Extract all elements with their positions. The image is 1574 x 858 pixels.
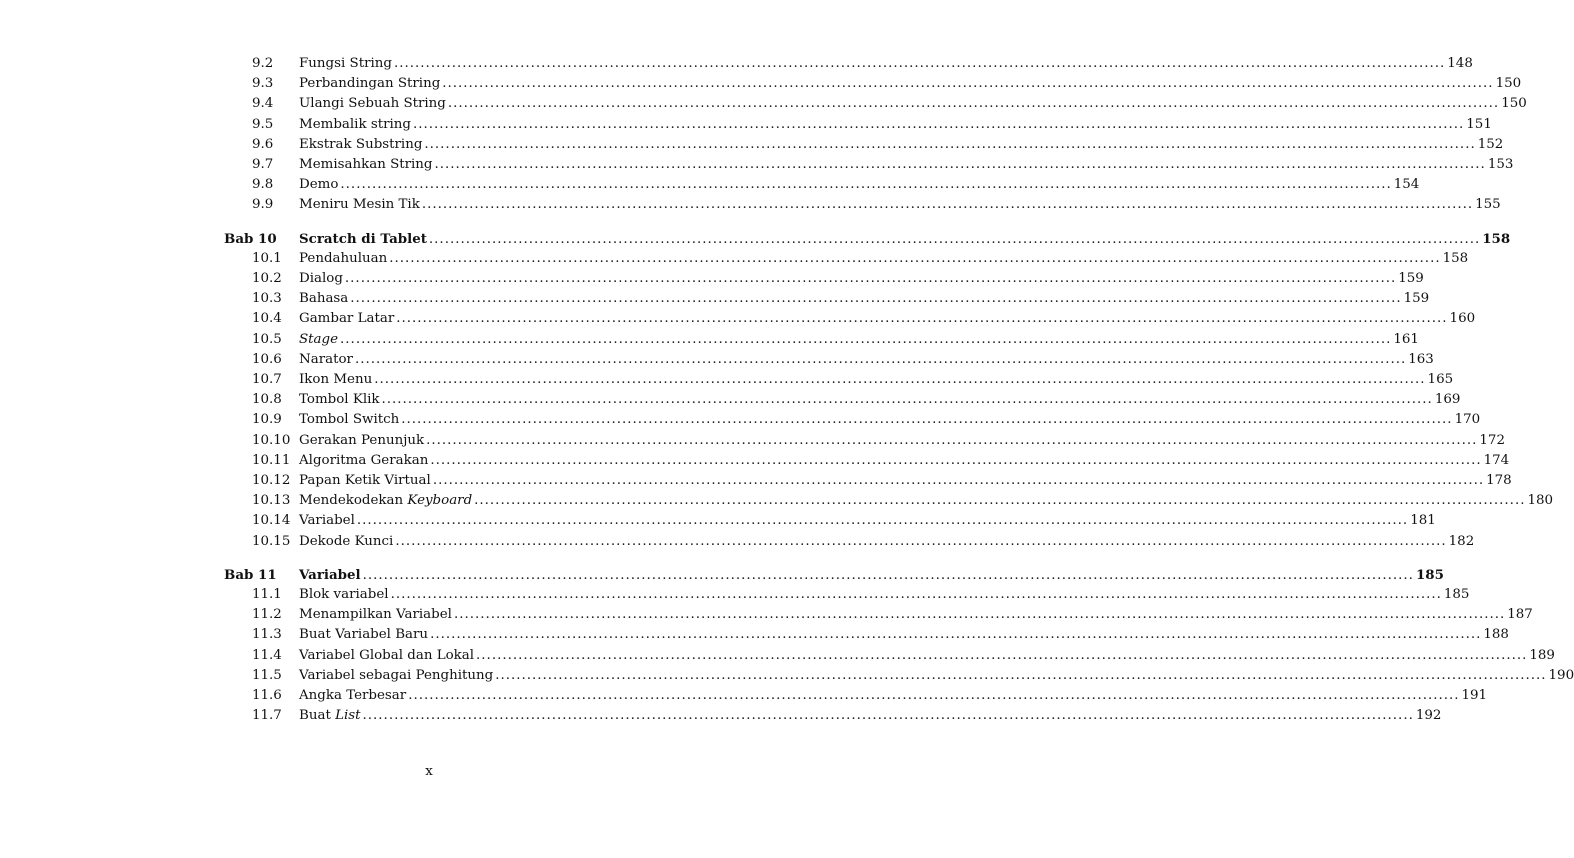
toc-entry-title bbox=[299, 175, 340, 195]
toc-entry-row bbox=[0, 605, 1533, 625]
toc-entry-title bbox=[299, 330, 340, 350]
toc-entry-number: 10.12 bbox=[252, 473, 291, 488]
toc-entry-row bbox=[0, 625, 1509, 645]
toc-entry-row bbox=[0, 195, 1501, 215]
dot-leader: ........................................................................................................................................................................................................ bbox=[356, 513, 1409, 529]
toc-entry-number: 10.11 bbox=[252, 452, 291, 468]
toc-entry bbox=[299, 94, 1527, 114]
toc-title-part: Pendahuluan bbox=[299, 250, 388, 266]
toc-title-part: Variabel Global dan Lokal bbox=[299, 647, 475, 663]
dot-leader: ........................................................................................................................................................................................................ bbox=[428, 231, 1481, 247]
toc-entry-row bbox=[0, 431, 1505, 451]
toc-page-number: 172 bbox=[1479, 432, 1505, 448]
toc-entry-number: 10.13 bbox=[252, 493, 291, 509]
toc-entry-title bbox=[299, 625, 430, 645]
toc-entry bbox=[299, 135, 1504, 155]
dot-leader: ........................................................................................................................................................................................................ bbox=[426, 432, 1478, 448]
toc-entry-row bbox=[0, 471, 1512, 491]
toc-title-part: Blok variabel bbox=[299, 587, 389, 602]
toc-entry-title bbox=[299, 269, 345, 289]
toc-entry-number: 9.2 bbox=[252, 56, 274, 71]
toc-page-number: 185 bbox=[1443, 587, 1470, 602]
toc-entry-title bbox=[299, 605, 454, 625]
toc-entry-title bbox=[299, 115, 413, 135]
toc-entry bbox=[299, 410, 1481, 430]
toc-entry-title bbox=[299, 249, 389, 269]
toc-entry-number: Bab 11 bbox=[224, 566, 277, 583]
toc-page-number: 151 bbox=[1466, 116, 1492, 132]
toc-page-number: 178 bbox=[1486, 473, 1512, 488]
toc-entry-number: 9.5 bbox=[252, 116, 274, 132]
toc-title-part: Menampilkan Variabel bbox=[299, 607, 452, 623]
toc-entry-title bbox=[299, 451, 430, 471]
toc-title-part: Gambar Latar bbox=[299, 311, 395, 327]
dot-leader: ........................................................................................................................................................................................................ bbox=[421, 197, 1474, 213]
toc-entry-title bbox=[299, 585, 391, 605]
toc-title-part: Fungsi String bbox=[299, 56, 392, 71]
dot-leader: ........................................................................................................................................................................................................ bbox=[495, 667, 1547, 683]
toc-entry bbox=[299, 309, 1476, 329]
toc-entry-title bbox=[299, 94, 448, 114]
toc-entry bbox=[299, 74, 1522, 94]
toc-entry-number: 10.7 bbox=[252, 372, 282, 387]
toc-entry-title bbox=[299, 135, 424, 155]
toc-entry-row bbox=[0, 269, 1424, 289]
toc-page-number: 161 bbox=[1393, 331, 1419, 347]
toc-title-part: Meniru Mesin Tik bbox=[299, 197, 420, 213]
toc-title-part: Papan Ketik Virtual bbox=[299, 473, 431, 488]
toc-page-number: 180 bbox=[1527, 493, 1554, 509]
toc-entry-number: 11.7 bbox=[252, 708, 282, 724]
toc-entry bbox=[299, 706, 1442, 726]
toc-entry-title bbox=[299, 289, 350, 309]
toc-entry-title bbox=[299, 54, 394, 74]
toc-page-number: 189 bbox=[1529, 647, 1555, 663]
toc-entry-number: 10.6 bbox=[252, 351, 282, 367]
toc-title-part: Stage bbox=[299, 331, 339, 347]
dot-leader: ........................................................................................................................................................................................................ bbox=[430, 627, 1482, 643]
toc-page-number: 152 bbox=[1477, 136, 1504, 152]
dot-leader: ........................................................................................................................................................................................................ bbox=[396, 311, 1448, 327]
page-number: x bbox=[425, 764, 433, 779]
toc-page-number: 192 bbox=[1415, 708, 1442, 724]
toc-title-part: Angka Terbesar bbox=[299, 688, 407, 703]
dot-leader: ........................................................................................................................................................................................................ bbox=[350, 291, 1402, 307]
toc-entry-number: 9.3 bbox=[252, 76, 274, 92]
toc-entry-row bbox=[0, 532, 1475, 552]
toc-entry-title bbox=[299, 706, 363, 726]
toc-entry-title bbox=[299, 309, 396, 329]
toc-entry-row bbox=[0, 646, 1555, 666]
toc-chapter-row bbox=[0, 229, 1511, 249]
toc-page-number: 188 bbox=[1483, 627, 1509, 643]
toc-title-part: Tombol Switch bbox=[299, 412, 400, 428]
toc-title-part: Variabel sebagai Penghitung bbox=[299, 667, 494, 683]
toc-entry-number: 10.4 bbox=[252, 311, 282, 327]
toc-entry-row bbox=[0, 410, 1481, 430]
dot-leader: ........................................................................................................................................................................................................ bbox=[476, 647, 1528, 663]
toc-entry bbox=[299, 370, 1454, 390]
toc-entry-row bbox=[0, 706, 1442, 726]
toc-entry bbox=[299, 390, 1461, 410]
toc-entry-title bbox=[299, 646, 476, 666]
toc-title-part: Gerakan Penunjuk bbox=[299, 432, 425, 448]
toc-entry-row bbox=[0, 451, 1510, 471]
toc-page-number: 150 bbox=[1501, 96, 1527, 112]
toc-entry-number: 10.2 bbox=[252, 271, 282, 286]
dot-leader: ........................................................................................................................................................................................................ bbox=[430, 452, 1482, 468]
toc-entry bbox=[299, 249, 1469, 269]
toc-entry bbox=[299, 605, 1533, 625]
toc-entry bbox=[299, 269, 1424, 289]
toc-page-number: 148 bbox=[1447, 56, 1473, 71]
toc-title-part: Ulangi Sebuah String bbox=[299, 96, 446, 112]
dot-leader: ........................................................................................................................................................................................................ bbox=[340, 331, 1392, 347]
toc-entry-row bbox=[0, 491, 1554, 511]
toc-entry-number: Bab 10 bbox=[224, 230, 277, 247]
toc-entry bbox=[299, 451, 1510, 471]
toc-page-number: 159 bbox=[1403, 291, 1430, 307]
toc-title-part: Buat Variabel Baru bbox=[299, 627, 429, 643]
toc-entry bbox=[299, 155, 1514, 175]
toc-title-part: Narator bbox=[299, 351, 353, 367]
toc-entry-number: 10.10 bbox=[252, 432, 291, 448]
toc-entry-title bbox=[299, 229, 429, 249]
toc-entry bbox=[299, 289, 1430, 309]
toc-title-part: Buat bbox=[299, 708, 336, 724]
toc-entry bbox=[299, 330, 1419, 350]
toc-entry-row bbox=[0, 115, 1492, 135]
dot-leader: ........................................................................................................................................................................................................ bbox=[432, 473, 1485, 488]
toc-entry-row bbox=[0, 74, 1522, 94]
toc-entry-number: 10.15 bbox=[252, 533, 291, 549]
toc-entry bbox=[299, 646, 1555, 666]
toc-entry-number: 11.3 bbox=[252, 627, 282, 643]
toc-entry-number: 10.1 bbox=[252, 250, 282, 266]
toc-title-part: Keyboard bbox=[407, 493, 473, 509]
toc-entry-title bbox=[299, 686, 408, 706]
toc-entry bbox=[299, 511, 1436, 531]
toc-title-part: List bbox=[335, 708, 361, 724]
toc-entry-number: 9.7 bbox=[252, 157, 274, 172]
toc-entry-row bbox=[0, 175, 1420, 195]
dot-leader: ........................................................................................................................................................................................................ bbox=[393, 56, 1446, 71]
toc-entry-row bbox=[0, 511, 1436, 531]
toc-entry bbox=[299, 175, 1420, 195]
toc-entry-title bbox=[299, 431, 426, 451]
toc-entry-number: 10.5 bbox=[252, 331, 282, 347]
toc-title-part: Membalik string bbox=[299, 116, 411, 132]
toc-page-number: 181 bbox=[1410, 513, 1436, 529]
toc-title-part: Dekode Kunci bbox=[299, 533, 394, 549]
toc-entry bbox=[299, 54, 1473, 74]
toc-page-number: 185 bbox=[1415, 566, 1444, 583]
toc-entry-number: 11.1 bbox=[252, 587, 282, 602]
toc-entry bbox=[299, 471, 1512, 491]
toc-entry-row bbox=[0, 585, 1470, 605]
toc-entry-row bbox=[0, 135, 1504, 155]
dot-leader: ........................................................................................................................................................................................................ bbox=[354, 351, 1407, 367]
toc-entry-row bbox=[0, 289, 1430, 309]
toc-entry-number: 9.6 bbox=[252, 136, 274, 152]
toc-page-number: 160 bbox=[1449, 311, 1476, 327]
dot-leader: ........................................................................................................................................................................................................ bbox=[340, 177, 1392, 193]
dot-leader: ........................................................................................................................................................................................................ bbox=[374, 372, 1426, 387]
toc-entry-row bbox=[0, 390, 1461, 410]
toc-title-part: Dialog bbox=[299, 271, 343, 286]
toc-entry bbox=[299, 585, 1470, 605]
toc-entry-number: 10.14 bbox=[252, 513, 291, 529]
toc-entry-title bbox=[299, 390, 382, 410]
toc-entry-row bbox=[0, 94, 1527, 114]
toc-page-number: 158 bbox=[1482, 230, 1511, 247]
toc-page-number: 163 bbox=[1408, 351, 1434, 367]
dot-leader: ........................................................................................................................................................................................................ bbox=[395, 533, 1447, 549]
toc-page-number: 153 bbox=[1487, 157, 1514, 172]
dot-leader: ........................................................................................................................................................................................................ bbox=[381, 392, 1433, 408]
dot-leader: ........................................................................................................................................................................................................ bbox=[434, 157, 1486, 172]
toc-entry-number: 10.8 bbox=[252, 392, 282, 408]
toc-entry-number: 11.6 bbox=[252, 688, 282, 703]
toc-entry bbox=[299, 686, 1488, 706]
toc-title-part: Variabel bbox=[299, 513, 355, 529]
toc-entry-title bbox=[299, 491, 474, 511]
toc-entry-row bbox=[0, 350, 1434, 370]
dot-leader: ........................................................................................................................................................................................................ bbox=[390, 587, 1442, 602]
toc-entry-row bbox=[0, 54, 1473, 74]
toc-title-part: Variabel bbox=[299, 566, 361, 583]
dot-leader: ........................................................................................................................................................................................................ bbox=[474, 493, 1526, 509]
toc-entry-row bbox=[0, 249, 1469, 269]
toc-page-number: 159 bbox=[1398, 271, 1424, 286]
toc-page-number: 170 bbox=[1454, 412, 1481, 428]
toc-page-number: 155 bbox=[1475, 197, 1501, 213]
dot-leader: ........................................................................................................................................................................................................ bbox=[453, 607, 1506, 623]
toc-title-part: Mendekodekan bbox=[299, 493, 408, 509]
toc-entry bbox=[299, 491, 1554, 511]
toc-entry-number: 11.2 bbox=[252, 607, 282, 623]
dot-leader: ........................................................................................................................................................................................................ bbox=[424, 136, 1476, 152]
toc-title-part: Tombol Klik bbox=[299, 392, 380, 408]
toc-page-number: 174 bbox=[1483, 452, 1510, 468]
toc-title-part: Ikon Menu bbox=[299, 372, 373, 387]
toc-entry bbox=[299, 229, 1511, 250]
toc-entry bbox=[299, 115, 1492, 135]
toc-title-part: Scratch di Tablet bbox=[299, 230, 427, 247]
toc-entry bbox=[299, 431, 1505, 451]
toc-entry-title bbox=[299, 511, 357, 531]
toc-title-part: Perbandingan String bbox=[299, 76, 441, 92]
toc-entry-row bbox=[0, 330, 1419, 350]
toc-entry bbox=[299, 532, 1475, 552]
toc-entry-title bbox=[299, 74, 442, 94]
toc-entry bbox=[299, 350, 1434, 370]
toc-page-number: 191 bbox=[1461, 688, 1488, 703]
toc-entry-row bbox=[0, 686, 1488, 706]
toc-entry-title bbox=[299, 565, 363, 585]
toc-title-part: Ekstrak Substring bbox=[299, 136, 423, 152]
toc-page-number: 187 bbox=[1507, 607, 1533, 623]
dot-leader: ........................................................................................................................................................................................................ bbox=[408, 688, 1460, 703]
toc-entry-title bbox=[299, 155, 435, 175]
toc-title-part: Algoritma Gerakan bbox=[299, 452, 429, 468]
toc-page-number: 154 bbox=[1393, 177, 1420, 193]
toc-title-part: Demo bbox=[299, 177, 339, 193]
toc-entry-row bbox=[0, 370, 1454, 390]
dot-leader: ........................................................................................................................................................................................................ bbox=[362, 708, 1414, 724]
toc-entry-number: 10.9 bbox=[252, 412, 282, 428]
toc-page-number: 158 bbox=[1442, 250, 1469, 266]
dot-leader: ........................................................................................................................................................................................................ bbox=[389, 250, 1441, 266]
dot-leader: ........................................................................................................................................................................................................ bbox=[442, 76, 1494, 92]
toc-entry-number: 10.3 bbox=[252, 291, 282, 307]
dot-leader: ........................................................................................................................................................................................................ bbox=[344, 271, 1397, 286]
dot-leader: ........................................................................................................................................................................................................ bbox=[401, 412, 1453, 428]
toc-entry-title bbox=[299, 195, 422, 215]
toc-entry-number: 9.8 bbox=[252, 177, 274, 193]
toc-page-number: 165 bbox=[1427, 372, 1454, 387]
toc-entry-number: 11.5 bbox=[252, 667, 282, 683]
toc-page-number: 190 bbox=[1548, 667, 1574, 683]
toc-entry bbox=[299, 666, 1574, 686]
toc-entry-row bbox=[0, 155, 1514, 175]
toc-page-number: 182 bbox=[1448, 533, 1475, 549]
toc-entry-title bbox=[299, 532, 395, 552]
toc-entry-title bbox=[299, 350, 355, 370]
toc-title-part: Bahasa bbox=[299, 291, 349, 307]
toc-entry bbox=[299, 565, 1444, 586]
toc-page-number: 150 bbox=[1495, 76, 1522, 92]
dot-leader: ........................................................................................................................................................................................................ bbox=[447, 96, 1500, 112]
dot-leader: ........................................................................................................................................................................................................ bbox=[412, 116, 1465, 132]
toc-entry-number: 11.4 bbox=[252, 647, 282, 663]
toc-title-part: Memisahkan String bbox=[299, 157, 433, 172]
toc-entry-row bbox=[0, 309, 1476, 329]
toc-entry-row bbox=[0, 666, 1574, 686]
toc-entry-number: 9.4 bbox=[252, 96, 274, 112]
toc-entry-title bbox=[299, 471, 433, 491]
toc-entry bbox=[299, 195, 1501, 215]
dot-leader: ........................................................................................................................................................................................................ bbox=[362, 567, 1414, 583]
toc-entry-title bbox=[299, 666, 495, 686]
toc-page-number: 169 bbox=[1434, 392, 1461, 408]
toc-entry-title bbox=[299, 370, 374, 390]
toc-entry-number: 9.9 bbox=[252, 197, 274, 213]
toc-chapter-row bbox=[0, 565, 1444, 585]
toc-entry-title bbox=[299, 410, 401, 430]
toc-entry bbox=[299, 625, 1509, 645]
